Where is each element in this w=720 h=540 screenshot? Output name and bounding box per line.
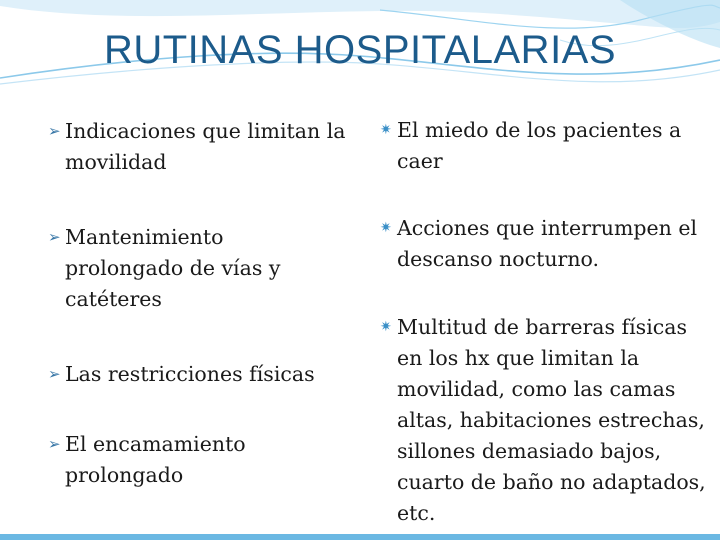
list-item <box>48 222 348 315</box>
sparkle-icon: ✷ <box>380 319 392 335</box>
arrow-check-icon: ➢ <box>48 435 61 453</box>
list-item-text: El encamamiento prolongado <box>65 432 246 487</box>
list-item-text: Las restricciones físicas <box>65 362 315 386</box>
list-item <box>378 213 713 275</box>
list-item <box>48 429 348 491</box>
list-item-text: Mantenimiento prolongado de vías y catéteres <box>65 225 281 311</box>
list-item-text: El miedo de los pacientes a caer <box>397 118 682 173</box>
list-item <box>48 359 348 390</box>
list-item <box>48 116 348 178</box>
arrow-check-icon: ➢ <box>48 365 61 383</box>
slide-title: RUTINAS HOSPITALARIAS <box>103 28 617 72</box>
arrow-check-icon: ➢ <box>48 122 61 140</box>
sparkle-icon: ✷ <box>380 122 392 138</box>
list-item <box>378 115 713 177</box>
list-item-text: Multitud de barreras físicas en los hx que limitan la movilidad, como las camas altas, habitaciones estrechas, sillones demasiado bajos, cuarto de baño no adaptados, etc. <box>397 315 706 525</box>
left-bullet-list <box>48 110 348 491</box>
list-item-text: Acciones que interrumpen el descanso nocturno. <box>397 216 698 271</box>
sparkle-icon: ✷ <box>380 220 392 236</box>
arrow-check-icon: ➢ <box>48 228 61 246</box>
right-bullet-list <box>378 110 713 529</box>
list-item <box>378 312 713 529</box>
list-item-text: Indicaciones que limitan la movilidad <box>65 119 346 174</box>
